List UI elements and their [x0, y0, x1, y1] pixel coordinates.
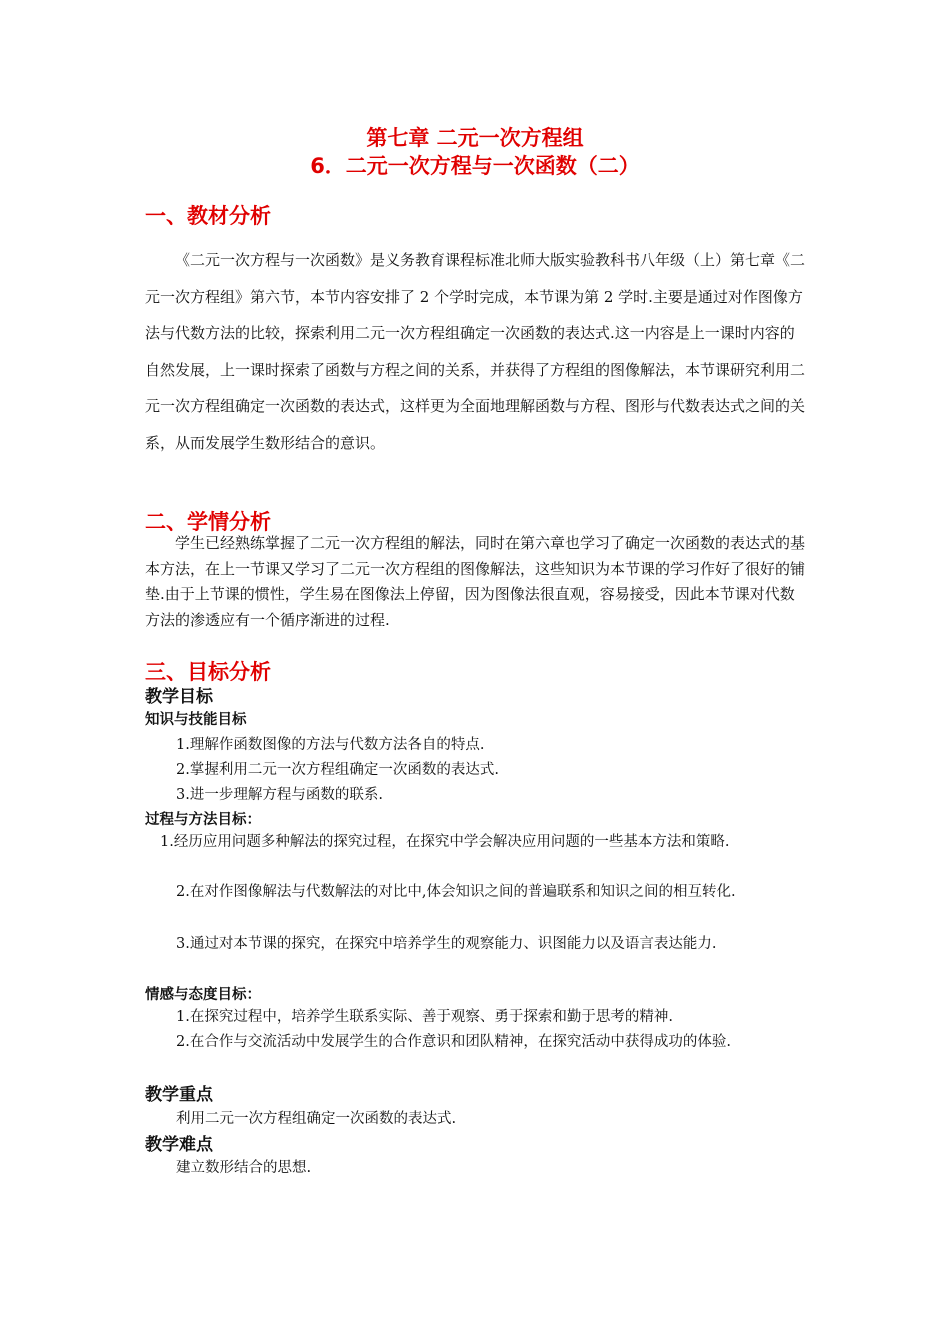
section-heading-goal-analysis: 三、目标分析: [145, 660, 271, 684]
difficulty-heading: 教学难点: [145, 1135, 213, 1155]
key-point-text: 利用二元一次方程组确定一次函数的表达式.: [176, 1111, 457, 1127]
section-heading-student-analysis: 二、学情分析: [145, 510, 271, 534]
process-goal-item: 1.经历应用问题多种解法的探究过程，在探究中学会解决应用问题的一些基本方法和策略.: [160, 834, 730, 850]
knowledge-goal-item: 2.掌握利用二元一次方程组确定一次函数的表达式.: [176, 762, 499, 778]
chapter-title: 第七章 二元一次方程组: [366, 126, 584, 150]
section-heading-textbook-analysis: 一、教材分析: [145, 204, 271, 228]
knowledge-goal-item: 1.理解作函数图像的方法与代数方法各自的特点.: [176, 737, 485, 753]
key-point-heading: 教学重点: [145, 1085, 213, 1105]
process-goal-item: 2.在对作图像解法与代数解法的对比中,体会知识之间的普遍联系和知识之间的相互转化.: [176, 884, 736, 900]
process-method-heading: 过程与方法目标：: [145, 812, 261, 828]
difficulty-text: 建立数形结合的思想.: [176, 1160, 312, 1176]
emotion-goal-item: 2.在合作与交流活动中发展学生的合作意识和团队精神，在探究活动中获得成功的体验.: [176, 1034, 731, 1050]
process-goal-item: 3.通过对本节课的探究，在探究中培养学生的观察能力、识图能力以及语言表达能力.: [176, 936, 717, 952]
emotion-attitude-heading: 情感与态度目标：: [145, 987, 261, 1003]
emotion-goal-item: 1.在探究过程中，培养学生联系实际、善于观察、勇于探索和勤于思考的精神.: [176, 1009, 673, 1025]
lesson-title: 6．二元一次方程与一次函数（二）: [310, 154, 640, 178]
textbook-analysis-paragraph: 《二元一次方程与一次函数》是义务教育课程标准北师大版实验教科书八年级（上）第七章《二元一次方程组》第六节，本节内容安排了 2 个学时完成，本节课为第 2 学时.主要是通过对作图像方法与代数方法的比较，探索利用二元一次方程组确定一次函数的表达式.这一内容是上一课时内容的自然发展，上一课时探索了函数与方程之间的关系，并获得了方程组的图像解法，本节课研究利用二元一次方程组确定一次函数的表达式，这样更为全面地理解函数与方程、图形与代数表达式之间的关系，从而发展学生数形结合的意识。: [145, 251, 806, 452]
student-analysis-paragraph: 学生已经熟练掌握了二元一次方程组的解法，同时在第六章也学习了确定一次函数的表达式的基本方法，在上一节课又学习了二元一次方程组的图像解法，这些知识为本节课的学习作好了很好的铺垫.由于上节课的惯性，学生易在图像法上停留，因为图像法很直观，容易接受，因此本节课对代数方法的渗透应有一个循序渐进的过程.: [145, 534, 806, 629]
knowledge-skills-heading: 知识与技能目标: [145, 712, 247, 728]
teaching-goals-heading: 教学目标: [145, 687, 213, 707]
knowledge-goal-item: 3.进一步理解方程与函数的联系.: [176, 787, 383, 803]
